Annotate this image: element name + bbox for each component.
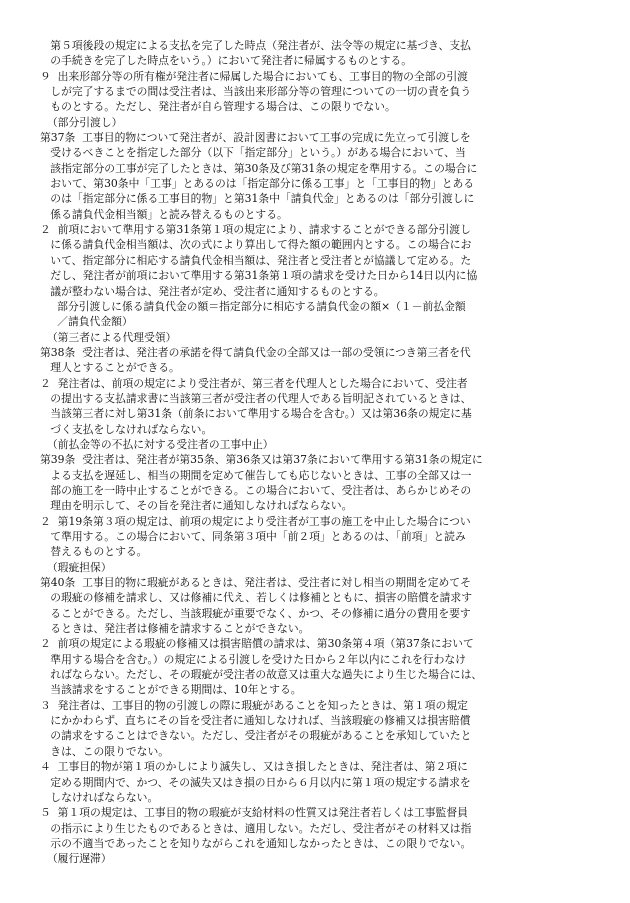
text-line: 理由を明示して、その旨を発注者に通知しなければならない。 — [40, 499, 353, 513]
text-line: 当該請求をすることができる期間は、10年とする。 — [40, 683, 302, 697]
text-line: づく支払をしなければならない。 — [40, 422, 213, 436]
text-line: 第５項後段の規定による支払を完了した時点（発注者が、法令等の規定に基づき、支払 — [40, 39, 471, 52]
text-line: 該指定部分の工事が完了したときは、第30条及び第31条の規定を準用する。この場合に — [40, 161, 478, 175]
text-line: の請求をすることはできない。ただし、受注者がその瑕疵があることを承知していたと — [40, 729, 472, 743]
text-line: ればならない。ただし、その瑕疵が受注者の故意又は重大な過失により生じた場合には、 — [40, 668, 483, 682]
text-line: 準用する場合を含む。）の規定による引渡しを受けた日から２年以内にこれを行わなけ — [40, 652, 466, 666]
text-line: だし、発注者が前項において準用する第31条第１項の請求を受けた日から14日以内に協 — [40, 269, 478, 283]
text-line: 示の不適当であったことを知りながらこれを通知しなかったときは、この限りでない。 — [40, 836, 472, 850]
text-line: きは、この限りでない。 — [40, 744, 170, 758]
text-line: 第40条 工事目的物に瑕疵があるときは、発注者は、受注者に対し相当の期間を定めてそ — [40, 576, 471, 590]
text-line: ３ 発注者は、工事目的物の引渡しの際に瑕疵があることを知ったときは、第１項の規定 — [40, 698, 468, 712]
text-line: 第37条 工事目的物について発注者が、設計図書において工事の完成に先立って引渡しを — [40, 131, 471, 145]
text-line: （履行遅滞） — [40, 852, 112, 866]
text-line: （前払金等の不払に対する受注者の工事中止） — [40, 437, 274, 451]
text-line: （瑕疵担保） — [40, 560, 112, 574]
text-line: 部の施工を一時中止することができる。この場合において、受注者は、あらかじめその — [40, 483, 472, 497]
text-line: よる支払を遅延し、相当の期間を定めて催告しても応じないときは、工事の全部又は一 — [40, 468, 472, 482]
text-line: （部分引渡し） — [40, 115, 123, 129]
text-line: 第39条 受注者は、発注者が第35条、第36条又は第37条において準用する第31条の規定に — [40, 453, 483, 467]
text-line: 当該第三者に対し第31条（前条において準用する場合を含む。）又は第36条の規定に基 — [40, 407, 472, 421]
text-line: にかかわらず、直ちにその旨を受注者に通知しなければ、当該瑕疵の修補又は損害賠償 — [40, 714, 471, 728]
text-line: ２ 発注者は、前項の規定により受注者が、第三者を代理人とした場合において、受注者 — [40, 376, 468, 390]
text-line: 係る請負代金相当額」と読み替えるものとする。 — [40, 207, 288, 221]
text-line: ５ 第１項の規定は、工事目的物の瑕疵が支給材料の性質又は発注者若しくは工事監督員 — [40, 806, 468, 820]
text-line: のは「指定部分に係る工事目的物」と第31条中「請負代金」とあるのは「部分引渡しに — [40, 192, 475, 206]
text-line: 受けるべきことを指定した部分（以下「指定部分」という。）がある場合において、当 — [40, 146, 466, 160]
text-line: 替えるものとする。 — [40, 545, 148, 559]
text-line: の指示により生じたものであるときは、適用しない。ただし、受注者がその材料又は指 — [40, 821, 472, 835]
text-line: ／請負代金額） — [40, 315, 133, 329]
text-line: ることができる。ただし、当該瑕疵が重要でなく、かつ、その修補に過分の費用を要す — [40, 606, 471, 620]
text-line: （第三者による代理受領） — [40, 330, 177, 344]
text-line: 部分引渡しに係る請負代金の額＝指定部分に相応する請負代金の額×（１－前払金額 — [40, 299, 466, 313]
text-line: ９ 出来形部分等の所有権が発注者に帰属した場合においても、工事目的物の全部の引渡 — [40, 69, 468, 83]
text-line: て準用する。この場合において、同条第３項中「前２項」とあるのは、「前項」と読み — [40, 530, 466, 543]
text-line: ２ 前項の規定による瑕疵の修補又は損害賠償の請求は、第30条第４項（第37条において — [40, 637, 474, 651]
text-line: 議が整わない場合は、発注者が定め、受注者に通知するものとする。 — [40, 284, 385, 298]
text-line: の提出する支払請求書に当該第三者が受注者の代理人である旨明記されているときは、 — [40, 391, 472, 405]
text-line: 第38条 受注者は、発注者の承諾を得て請負代金の全部又は一部の受領につき第三者を代 — [40, 345, 471, 359]
text-line: ２ 第19条第３項の規定は、前項の規定により受注者が工事の施工を中止した場合につい — [40, 514, 471, 528]
text-line: 理人とすることができる。 — [40, 361, 180, 375]
text-line: ２ 前項において準用する第31条第１項の規定により、請求することができる部分引渡し — [40, 223, 471, 237]
text-line: に係る請負代金相当額は、次の式により算出して得た額の範囲内とする。この場合にお — [40, 238, 472, 252]
text-line: ものとする。ただし、発注者が自ら管理する場合は、この限りでない。 — [40, 100, 396, 114]
text-line: の手続きを完了した時点をいう。）において発注者に帰属するものとする。 — [40, 54, 412, 68]
text-line: るときは、発注者は修補を請求することができない。 — [40, 622, 310, 636]
text-line: おいて、第30条中「工事」とあるのは「指定部分に係る工事」と「工事目的物」とある — [40, 177, 475, 191]
text-line: の瑕疵の修補を請求し、又は修補に代え、若しくは修補とともに、損害の賠償を請求す — [40, 591, 473, 605]
text-line: しが完了するまでの間は受注者は、当該出来形部分等の管理についての一切の責を負う — [40, 85, 472, 99]
text-line: いて、指定部分に相応する請負代金相当額は、発注者と受注者とが協議して定める。た — [40, 253, 472, 267]
text-line: しなければならない。 — [40, 790, 159, 804]
text-line: ４ 工事目的物が第１項のかしにより滅失し、又はき損したときは、発注者は、第２項に — [40, 760, 468, 774]
text-line: 定める期間内で、かつ、その滅失又はき損の日から６月以内に第１項の規定する請求を — [40, 775, 471, 789]
